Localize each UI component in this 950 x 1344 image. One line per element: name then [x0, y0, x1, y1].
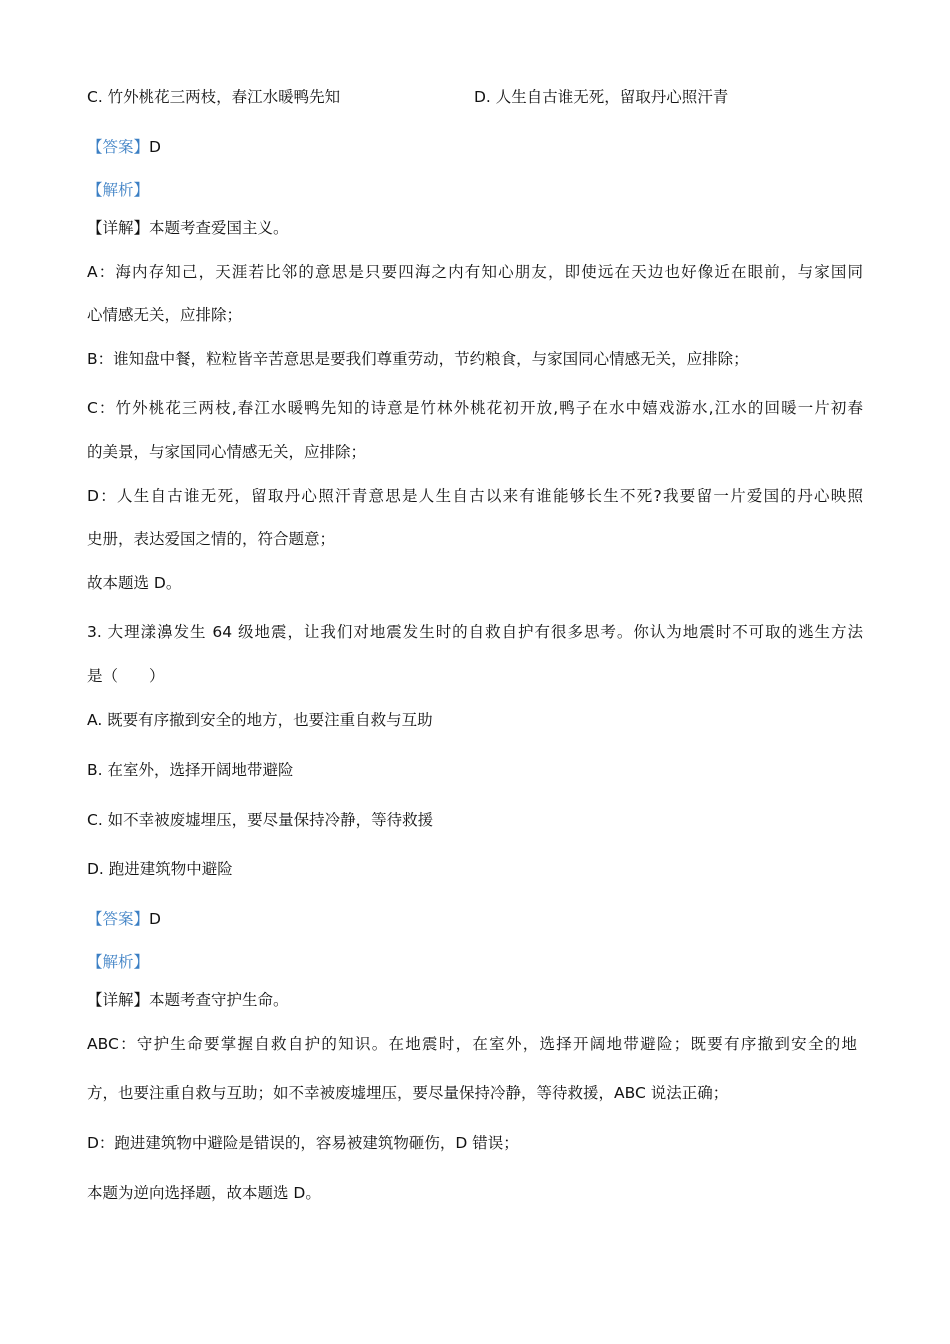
question-stem-cont: 是（ ）	[87, 667, 165, 685]
q3-detail-line: D：跑进建筑物中避险是错误的，容易被建筑物砸伤，D 错误；	[87, 1134, 519, 1152]
detail-line: D：人生自古谁无死，留取丹心照汗青意思是人生自古以来有谁能够长生不死?我要留一片爱国的丹心映照	[87, 487, 863, 505]
q3-answer-value: D	[149, 910, 161, 928]
analysis-label: 【解析】	[87, 181, 150, 199]
answer-label: 【答案】	[87, 138, 150, 156]
detail-line: 史册，表达爱国之情的，符合题意；	[87, 530, 336, 548]
detail-intro-text: 本题考查爱国主义。	[149, 219, 289, 237]
detail-line: 故本题选 D。	[87, 574, 182, 592]
detail-line: A：海内存知己，天涯若比邻的意思是只要四海之内有知心朋友，即使远在天边也好像近在眼前，与家国同	[87, 263, 863, 281]
question-stem: 3. 大理漾濞发生 64 级地震，让我们对地震发生时的自救自护有很多思考。你认为地震时不可取的逃生方法	[87, 623, 863, 641]
q3-answer	[87, 909, 161, 929]
q3-analysis-label: 【解析】	[87, 953, 150, 971]
detail-line: C：竹外桃花三两枝,春江水暖鸭先知的诗意是竹林外桃花初开放,鸭子在水中嬉戏游水,江水的回暖一片初春	[87, 399, 863, 417]
detail-line: 心情感无关，应排除；	[87, 306, 243, 324]
q3-detail-line: 方，也要注重自救与互助；如不幸被废墟埋压，要尽量保持冷静，等待救援，ABC 说法正确；	[87, 1084, 729, 1102]
q3-detail-intro-text: 本题考查守护生命。	[149, 991, 289, 1009]
answer	[87, 137, 161, 157]
q3-option-c: C. 如不幸被废墟埋压，要尽量保持冷静，等待救援	[87, 811, 434, 829]
detail-intro	[87, 218, 289, 238]
q3-detail-label: 【详解】	[87, 991, 150, 1009]
q3-option-d: D. 跑进建筑物中避险	[87, 860, 233, 878]
q3-option-a: A. 既要有序撤到安全的地方，也要注重自救与互助	[87, 711, 433, 729]
detail-line: B：谁知盘中餐，粒粒皆辛苦意思是要我们尊重劳动，节约粮食，与家国同心情感无关，应排除；	[87, 350, 749, 368]
q3-answer-label: 【答案】	[87, 910, 150, 928]
q3-option-b: B. 在室外，选择开阔地带避险	[87, 761, 294, 779]
detail-line: 的美景，与家国同心情感无关，应排除；	[87, 443, 367, 461]
option-d: D. 人生自古谁无死，留取丹心照汗青	[474, 88, 729, 106]
q3-detail-line: ABC：守护生命要掌握自救自护的知识。在地震时，在室外，选择开阔地带避险；既要有序撤到安全的地	[87, 1035, 857, 1053]
q3-detail-intro	[87, 990, 289, 1010]
option-c: C. 竹外桃花三两枝，春江水暖鸭先知	[87, 88, 341, 106]
q3-detail-line: 本题为逆向选择题，故本题选 D。	[87, 1184, 321, 1202]
answer-value: D	[149, 138, 161, 156]
detail-label: 【详解】	[87, 219, 150, 237]
